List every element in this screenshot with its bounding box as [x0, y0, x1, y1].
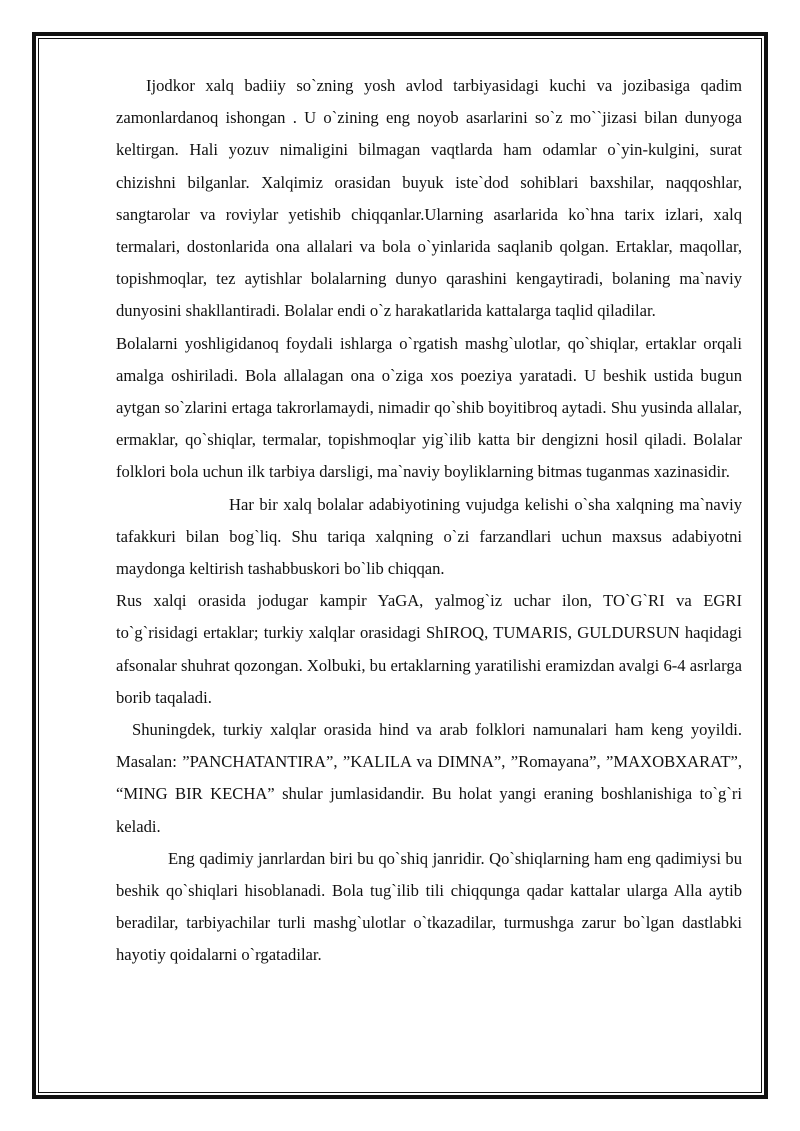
- paragraph-4: Rus xalqi orasida jodugar kampir YaGA, yalmog`iz uchar ilon, TO`G`RI va EGRI to`g`risidagi ertaklar; turkiy xalqlar orasidagi ShIROQ, TUMARIS, GULDURSUN haqidagi afsonalar shuhrat qozongan. Xolbuki, bu ertaklarning yaratilishi eramizdan avalgi 6-4 asrlarga borib taqaladi.: [116, 591, 742, 707]
- paragraph-2: Bolalarni yoshligidanoq foydali ishlarga o`rgatish mashg`ulotlar, qo`shiqlar, ertaklar orqali amalga oshiriladi. Bola allalagan ona o`ziga xos poeziya yaratadi. U beshik ustida bugun aytgan so`zlarini ertaga takrorlamaydi, nimadir qo`shib boyitibroq aytadi. Shu yusinda allalar, ermaklar, qo`shiqlar, termalar, topishmoqlar yig`ilib katta bir dengizni hosil qiladi. Bolalar folklori bola uchun ilk tarbiya darsligi, ma`naviy boyliklarning bitmas tuganmas xazinasidir.: [116, 333, 742, 482]
- document-body: [116, 70, 742, 972]
- paragraph-1: Ijodkor xalq badiiy so`zning yosh avlod tarbiyasidagi kuchi va jozibasiga qadim zamonlardanoq ishongan . U o`zining eng noyob asarlarini so`z mo``jizasi bilan dunyoga keltirgan. Hali yozuv nimaligini bilmagan vaqtlarda ham odamlar o`yin-kulgini, surat chizishni bilganlar. Xalqimiz orasidan buyuk iste`dod sohiblari baxshilar, naqqoshlar, sangtarolar va roviylar yetishib chiqqanlar.Ularning asarlarida ko`hna tarix izlari, xalq termalari, dostonlarida ona allalari va bola o`yinlarida saqlanib qolgan. Ertaklar, maqollar, topishmoqlar, tez aytishlar bolalarning dunyo qarashini kengaytiradi, bolaning ma`naviy dunyosini shakllantiradi. Bolalar endi o`z harakatlarida kattalarga taqlid qiladilar.: [116, 76, 742, 321]
- paragraph-5: Shuningdek, turkiy xalqlar orasida hind va arab folklori namunalari ham keng yoyildi. Masalan: ”PANCHATANTIRA”, ”KALILA va DIMNA”, ”Romayana”, ”MAXOBXARAT”, “MING BIR KECHA” shular jumlasidandir. Bu holat yangi eraning boshlanishiga to`g`ri keladi.: [116, 720, 742, 836]
- paragraph-6: Eng qadimiy janrlardan biri bu qo`shiq janridir. Qo`shiqlarning ham eng qadimiysi bu beshik qo`shiqlari hisoblanadi. Bola tug`ilib tili chiqqunga qadar kattalar ularga Alla aytib beradilar, tarbiyachilar turli mashg`ulotlar o`tkazadilar, turmushga zarur bo`lgan dastlabki hayotiy qoidalarni o`rgatadilar.: [116, 848, 742, 965]
- paragraph-3: Har bir xalq bolalar adabiyotining vujudga kelishi o`sha xalqning ma`naviy tafakkuri bilan bog`liq. Shu tariqa xalqning o`zi farzandlari uchun maxsus adabiyotni maydonga keltirish tashabbuskori bo`lib chiqqan.: [116, 494, 742, 579]
